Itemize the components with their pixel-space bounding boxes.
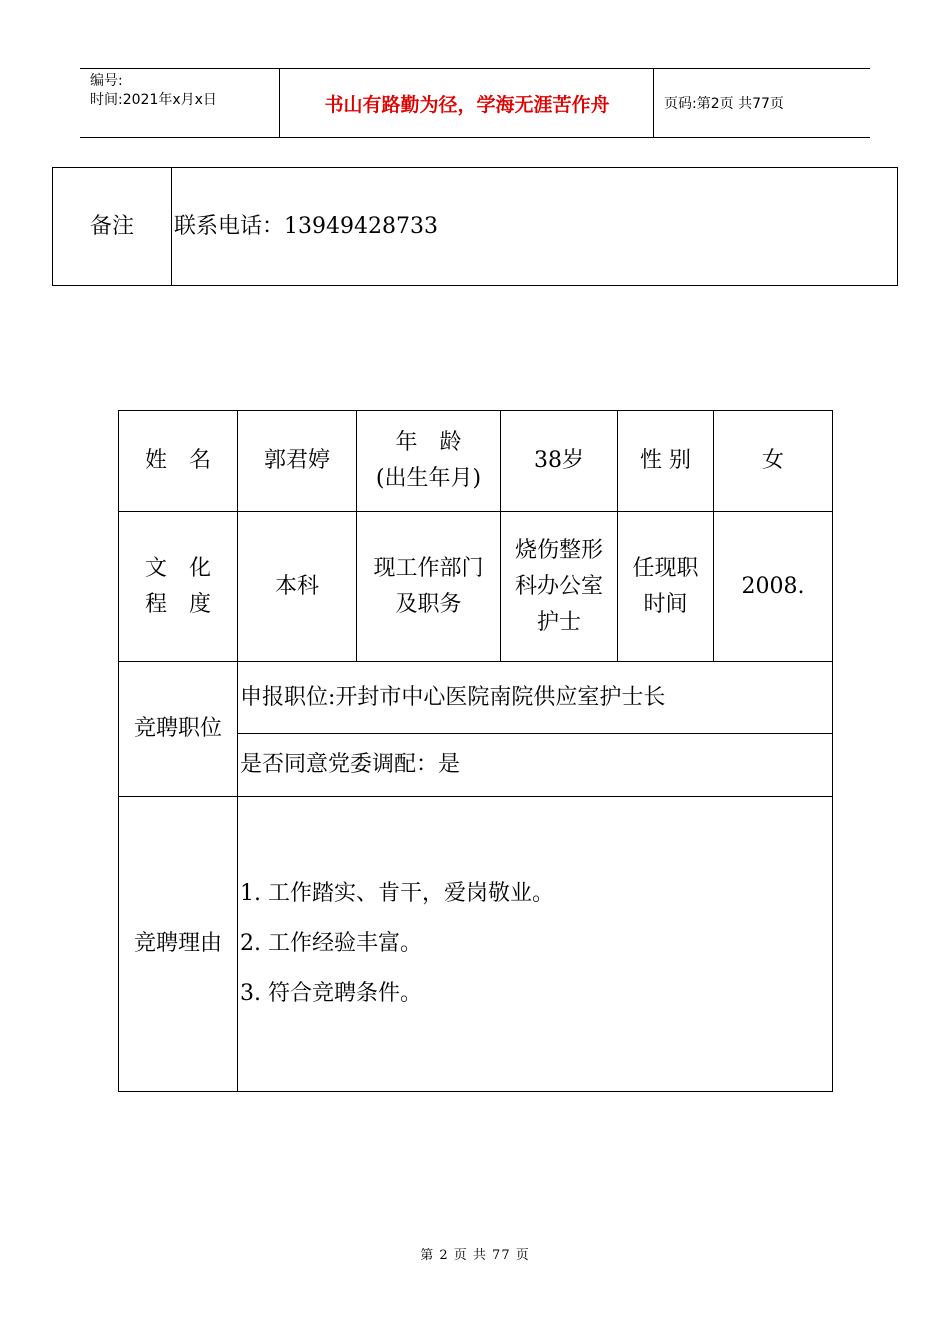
education-value: 本科	[238, 512, 357, 662]
header-page-info: 页码:第2页 共77页	[664, 96, 784, 112]
reason-item: 3. 符合竞聘条件。	[240, 981, 422, 1006]
name-label: 姓 名	[119, 411, 238, 512]
tenure-label-line2: 时间	[643, 591, 688, 617]
department-label-line1: 现工作部门	[373, 555, 484, 581]
department-label	[357, 512, 501, 662]
remark-table	[52, 167, 898, 286]
age-label	[357, 411, 501, 512]
education-label-line1: 文 化	[144, 555, 211, 581]
department-value-line1: 烧伤整形	[514, 537, 603, 563]
header-slogan: 书山有路勤为径，学海无涯苦作舟	[281, 69, 654, 137]
gender-label: 性 别	[618, 411, 714, 512]
header-number: 编号:	[90, 73, 123, 89]
reason-item: 1. 工作踏实、肯干，爱岗敬业。	[240, 881, 554, 906]
department-value-line3: 护士	[536, 609, 581, 635]
remark-value: 联系电话：13949428733	[172, 168, 898, 286]
age-label-line2: (出生年月)	[375, 466, 482, 491]
remark-label: 备注	[53, 168, 172, 286]
department-label-line2: 及职务	[395, 591, 462, 617]
reason-label: 竞聘理由	[119, 797, 238, 1092]
department-value-line2: 科办公室	[514, 573, 603, 599]
department-value	[501, 512, 618, 662]
header-time: 时间:2021年x月x日	[90, 92, 217, 108]
tenure-label	[618, 512, 714, 662]
position-applied: 申报职位:开封市中心医院南院供应室护士长	[238, 662, 833, 734]
position-agree: 是否同意党委调配：是	[238, 734, 833, 797]
education-label-line2: 程 度	[144, 591, 211, 617]
position-label: 竞聘职位	[119, 662, 238, 797]
gender-value: 女	[714, 411, 833, 512]
page-footer: 第 2 页 共 77 页	[420, 1248, 530, 1263]
reason-item: 2. 工作经验丰富。	[240, 931, 422, 956]
header-meta	[80, 69, 280, 137]
age-label-line1: 年 龄	[395, 430, 462, 455]
application-table	[118, 410, 833, 1092]
page-header	[80, 68, 870, 138]
name-value: 郭君婷	[238, 411, 357, 512]
tenure-value: 2008.	[714, 512, 833, 662]
age-value: 38岁	[501, 411, 618, 512]
tenure-label-line1: 任现职	[632, 555, 699, 581]
education-label	[119, 512, 238, 662]
reason-list	[238, 797, 833, 1092]
